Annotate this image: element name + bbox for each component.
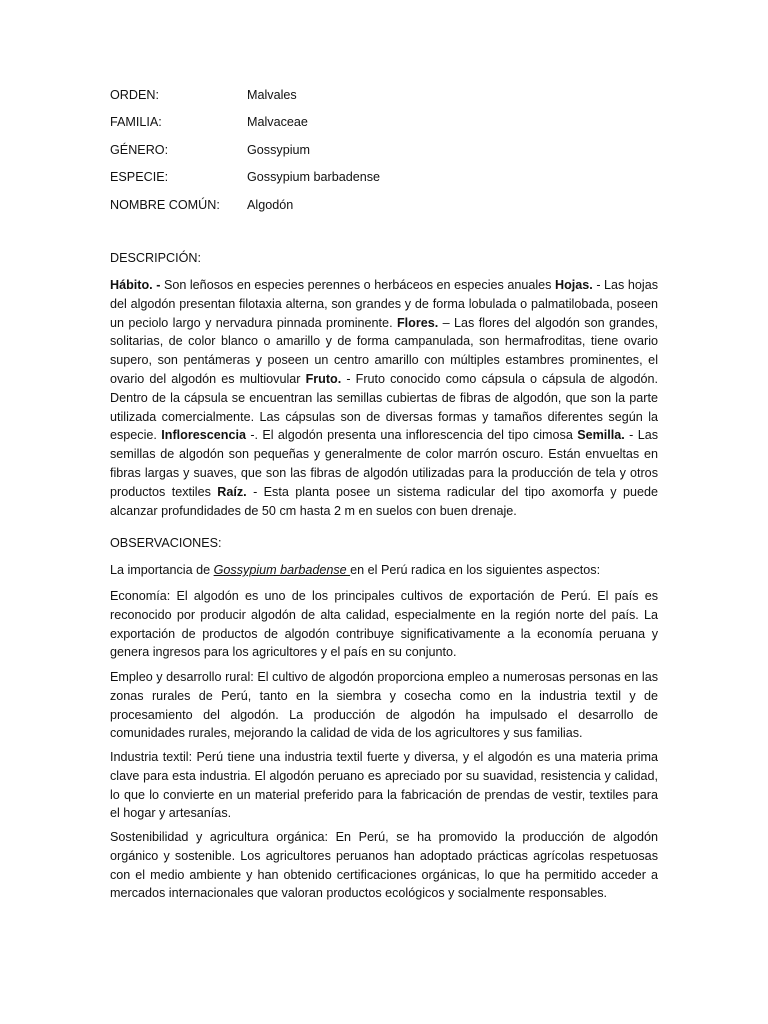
sostenibilidad-text: Sostenibilidad y agricultura orgánica: En Perú, se ha promovido la producción de algodón orgánico y sostenible. Los agricultores peruanos han adoptado prácticas agrícolas respetuosas con el medio ambiente y han obtenido certificaciones orgánicas, lo que ha permitido acceder a mercados internacionales que valoran productos ecológicos y socialmente responsables. [110, 830, 658, 901]
taxonomy-key: NOMBRE COMÚN: [110, 197, 220, 212]
economia-text: Economía: El algodón es uno de los principales cultivos de exportación de Perú. El país es reconocido por producir algodón de alta calidad, especialmente en la región norte del país. La exportación de productos de algodón contribuye significativamente a la economía peruana y genera ingresos para los agricultores y el país en su conjunto. [110, 589, 658, 660]
raiz-text: - Esta planta posee un sistema radicular del tipo axomorfa y puede alcanzar profundidades de 50 cm hasta 2 m en suelos con buen drenaje. [110, 484, 658, 518]
intro-before: La importancia de [110, 563, 214, 577]
empleo-paragraph [110, 668, 658, 743]
taxonomy-table [110, 86, 380, 223]
taxonomy-key: FAMILIA: [110, 115, 162, 130]
inflorescencia-text: -. El algodón presenta una inflorescencia del tipo cimosa [245, 428, 578, 443]
taxonomy-row-orden [110, 86, 380, 113]
observaciones-heading: OBSERVACIONES: [110, 536, 222, 550]
semilla-text: - Las semillas de algodón son pequeñas y generalmente de color marrón oscuro. Están envueltas en fibras largas y suaves, que son las fibras de algodón utilizadas para la producción de tela y otros productos textiles [110, 428, 659, 499]
taxonomy-key: ESPECIE: [110, 170, 169, 185]
semilla-label: Semilla. [577, 428, 625, 443]
fruto-text: - Fruto conocido como cápsula o cápsula de algodón. Dentro de la cápsula se encuentran las semillas cubiertas de fibras de algodón, que son la parte utilizada comercialmente. Las cápsulas son de diversas formas y tamaños diferentes según la especie. [110, 371, 658, 443]
taxonomy-row-familia [110, 113, 380, 140]
habito-text: Son leñosos en especies perennes o herbáceos en especies anuales [160, 278, 555, 292]
empleo-text: Empleo y desarrollo rural: El cultivo de algodón proporciona empleo a numerosas personas en las zonas rurales de Perú, tanto en la siembra y cosecha como en la industria textil y de procesamiento del algodón. La producción de algodón ha impulsado el desarrollo de comunidades rurales, mejorando la calidad de vida de los agricultores y sus familias. [110, 670, 658, 741]
intro-species: Gossypium barbadense [213, 563, 351, 577]
taxonomy-value: Malvales [247, 88, 297, 102]
fruto-label: Fruto. [305, 371, 342, 386]
habito-label: Hábito. - [110, 278, 161, 292]
taxonomy-value: Algodón [247, 197, 294, 212]
observaciones-intro [110, 561, 658, 580]
taxonomy-row-nombre-comun [110, 196, 380, 223]
industria-paragraph [110, 748, 658, 823]
intro-after: en el Perú radica en los siguientes aspectos: [350, 563, 601, 577]
descripcion-paragraph [110, 276, 658, 520]
flores-text: – Las flores del algodón son grandes, solitarias, de color blanco o amarillo y de forma campanulada, son hermafroditas, tiene ovario supero, son pentámeras y poseen un centro amarillo con múltiples estambres prominentes, el ovario del algodón es multiovular [110, 315, 658, 386]
taxonomy-row-especie [110, 168, 380, 195]
hojas-text: - Las hojas del algodón presentan filotaxia alterna, son grandes y de forma lobulada o palmatilobada, poseen un peciolo largo y nervadura pinnada prominente. [110, 278, 658, 330]
inflorescencia-label: Inflorescencia [161, 428, 246, 443]
descripcion-heading: DESCRIPCIÓN: [110, 251, 201, 265]
hojas-label: Hojas. [554, 278, 593, 292]
taxonomy-value: Gossypium barbadense [247, 170, 381, 185]
taxonomy-key: GÉNERO: [110, 142, 169, 157]
taxonomy-key: ORDEN: [110, 88, 159, 102]
taxonomy-value: Malvaceae [247, 115, 308, 130]
raiz-label: Raíz. [217, 484, 247, 499]
sostenibilidad-paragraph [110, 828, 658, 903]
taxonomy-row-genero [110, 141, 380, 168]
taxonomy-value: Gossypium [247, 142, 310, 157]
flores-label: Flores. [396, 315, 439, 330]
industria-text: Industria textil: Perú tiene una industria textil fuerte y diversa, y el algodón es una materia prima clave para esta industria. El algodón peruano es apreciado por su suavidad, resistencia y calidad, lo que lo convierte en un material preferido para la fabricación de prendas de vestir, textiles para el hogar y artesanías. [110, 750, 658, 821]
economia-paragraph [110, 587, 658, 662]
